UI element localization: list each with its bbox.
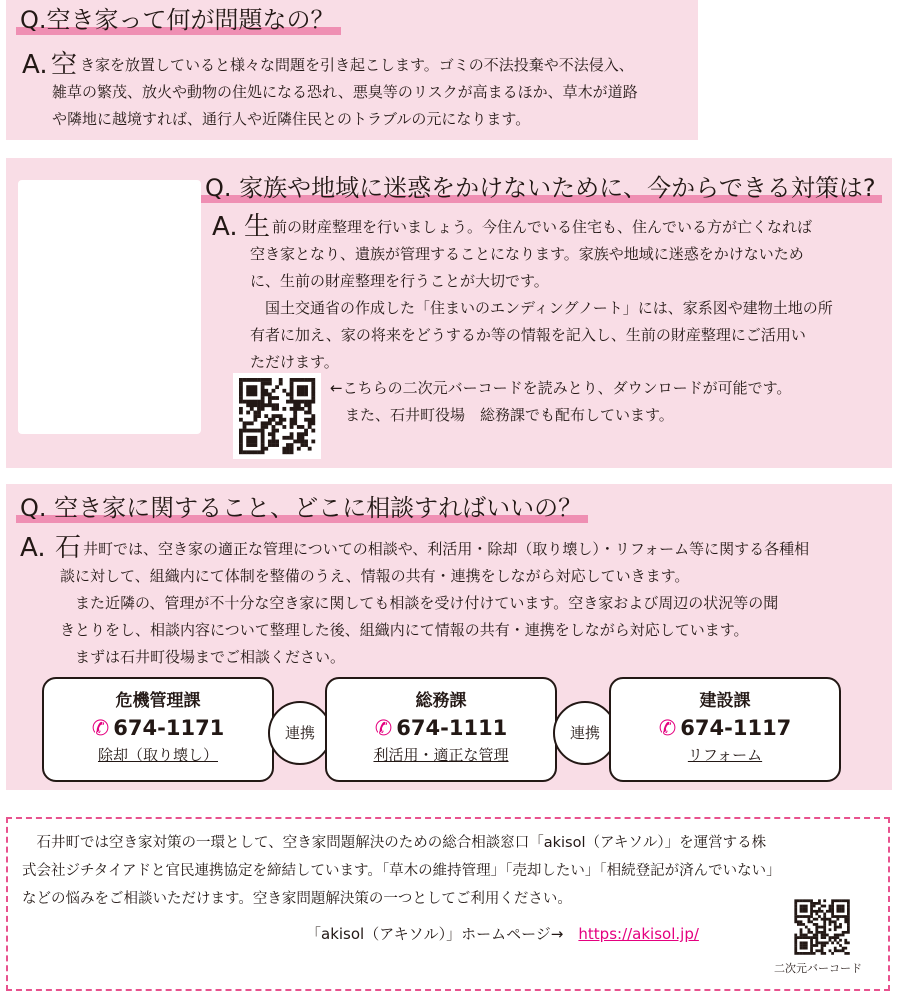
phone-icon: ✆ (374, 716, 393, 740)
image-placeholder (18, 180, 201, 434)
dept-role: 除却（取り壊し） (97, 746, 218, 764)
q2-qr-note: ←こちらの二次元バーコードを読みとり、ダウンロードが可能です。 (330, 379, 792, 397)
dept-card-kensetsu (609, 677, 841, 782)
q1-answer-text: き家を放置していると様々な問題を引き起こします。ゴミの不法投棄や不法侵入、 (80, 56, 634, 74)
q3-answer-text-cont: 談に対して、組織内にて体制を整備のうえ、情報の共有・連携をしながら対応していきます。 また近隣の、管理が不十分な空き家に関しても相談を受け付けています。空き家および周辺の状況等の聞 きとりをし、相談内容について整理した後、組織内にて情報の共有・連携をしながら対応しています。 まずは石井町役場までご相談ください。 (60, 567, 779, 666)
q2-answer-text-cont: 空き家となり、遺族が管理することになります。家族や地域に迷惑をかけないため に、生前の財産整理を行うことが大切です。 国土交通省の作成した「住まいのエンディングノート」には、家系図や建物土地の所 有者に加え、家の将来をどうするか等の情報を記入し、生前の財産整理にご活用い ただけます。 (250, 245, 833, 371)
dept-name: 建設課 (699, 691, 751, 711)
qr-code-icon[interactable] (790, 895, 854, 959)
phone-icon: ✆ (91, 716, 110, 740)
q3-answer-text: 井町では、空き家の適正な管理についての相談や、利活用・除却（取り壊し）・リフォーム等に関する各種相 (83, 540, 810, 558)
q2-first-char: 生 (244, 212, 271, 242)
dept-card-kikikanri (42, 677, 274, 782)
q2-answer-mark: A. (212, 212, 238, 242)
q2-answer-text: 前の財産整理を行いましょう。今住んでいる住宅も、住んでいる方が亡くなれば (272, 218, 813, 236)
akisol-text: 石井町では空き家対策の一環として、空き家問題解決のための総合相談窓口「akisol（アキソル）」を運営する株 式会社ジチタイアドと官民連携協定を締結しています。「草木の維持管理」「売却したい」「相続登記が済んでいない」 などの悩みをご相談いただけます。空き家問題解決策の一つとしてご利用ください。 (22, 835, 781, 907)
link-circle-2: 連携 (553, 701, 617, 765)
dept-card-somu (325, 677, 557, 782)
link-circle-1: 連携 (268, 701, 332, 765)
akisol-url-link[interactable]: https://akisol.jp/ (578, 925, 699, 943)
q1-question: Q.空き家って何が問題なの？ (20, 4, 335, 36)
q3-first-char: 石 (55, 533, 82, 563)
dept-name: 危機管理課 (115, 691, 201, 711)
q1-first-char: 空 (51, 50, 78, 80)
dept-phone[interactable]: ✆ 674-1111 (374, 716, 508, 740)
q1-answer-mark: A. (22, 50, 48, 80)
dept-phone[interactable]: ✆ 674-1117 (658, 716, 792, 740)
phone-icon: ✆ (658, 716, 677, 740)
dept-name: 総務課 (415, 691, 467, 711)
akisol-hp-label: 「akisol（アキソル）」ホームページ→ (306, 925, 564, 943)
dept-phone[interactable]: ✆ 674-1171 (91, 716, 225, 740)
q2-qr-note-2: また、石井町役場 総務課でも配布しています。 (345, 406, 674, 424)
akisol-hp-row (306, 921, 699, 948)
qr-code-icon[interactable] (233, 373, 321, 459)
q1-answer-text-cont: 雑草の繁茂、放火や動物の住処になる恐れ、悪臭等のリスクが高まるほか、草木が道路 や隣地に越境すれば、通行人や近隣住民とのトラブルの元になります。 (52, 83, 638, 128)
dept-role: リフォーム (687, 746, 763, 764)
q3-answer-mark: A. (20, 533, 46, 563)
qr-caption: 二次元バーコード (774, 962, 862, 975)
q3-question: Q. 空き家に関すること、どこに相談すればいいの？ (20, 492, 582, 524)
dept-role: 利活用・適正な管理 (373, 746, 509, 764)
q2-question: Q. 家族や地域に迷惑をかけないために、今からできる対策は? (205, 172, 876, 204)
